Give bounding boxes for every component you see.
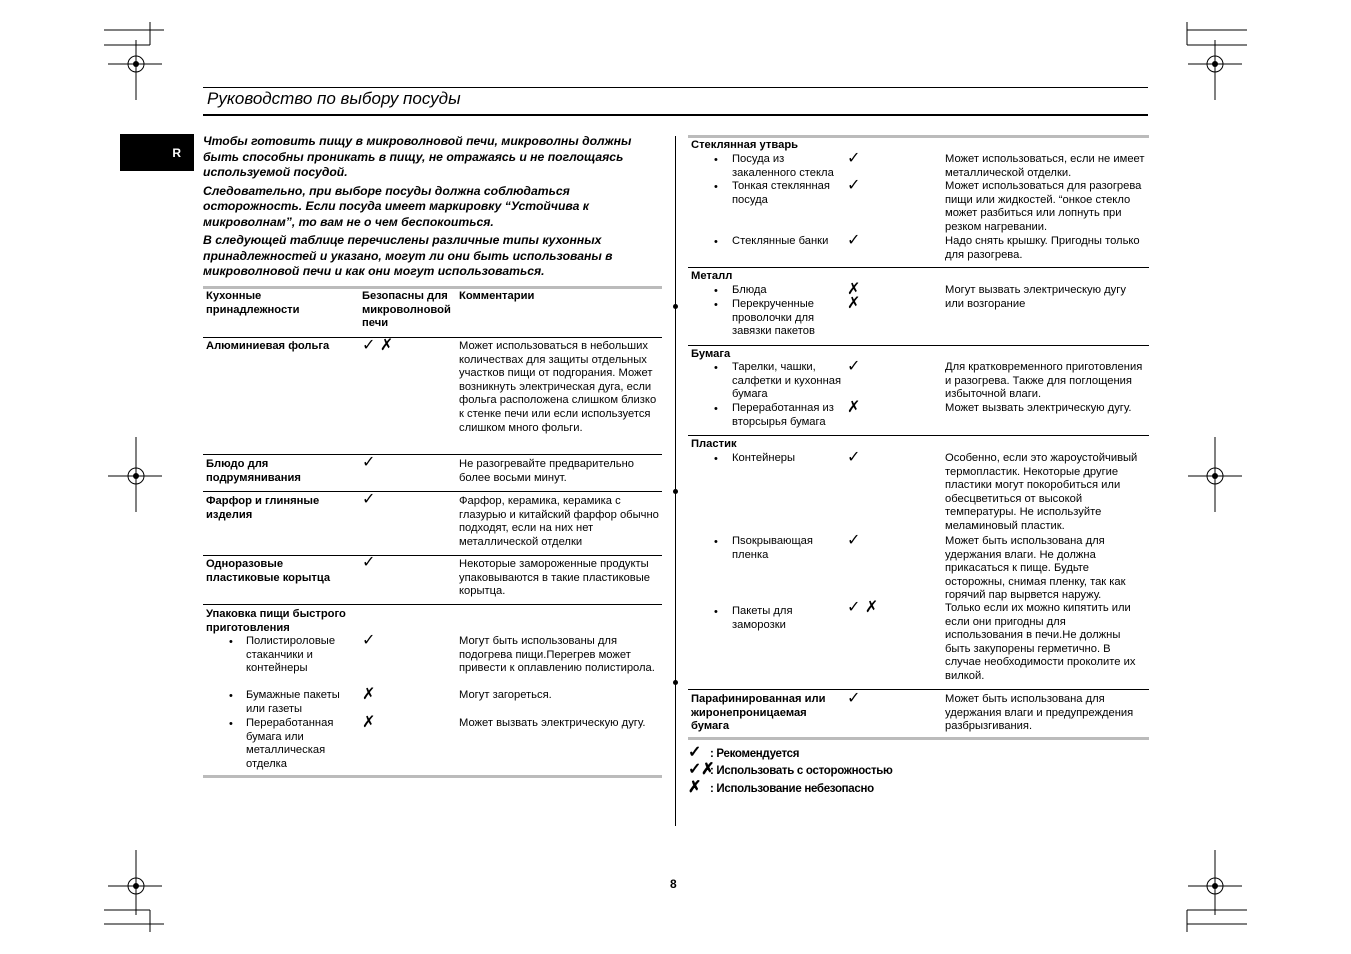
- table-divider: [203, 604, 662, 605]
- table-divider: [203, 555, 662, 556]
- mark-ok-icon: ✓: [847, 532, 861, 549]
- sub-item-comment: Для кратковременного приготовления и разогрева. Также для поглощения избыточной влаги.: [945, 361, 1143, 401]
- mark-no-icon: ✗: [847, 281, 861, 298]
- column-separator: [675, 136, 676, 826]
- sub-item-label: Пакеты для заморозки: [732, 605, 793, 631]
- mark-ok-icon: ✓: [362, 491, 376, 508]
- section-title-paper: Бумага: [691, 348, 731, 360]
- mark-no-icon: ✗: [362, 714, 376, 731]
- mark-ok-icon: ✓: [362, 632, 376, 649]
- intro-paragraph: Следовательно, при выборе посуды должна соблюдаться осторожность. Если посуда имеет маркировку “Устойчива к микроволнам”, то вам не о чем беспокоиться.: [203, 183, 589, 229]
- intro-paragraph: Чтобы готовить пищу в микроволновой печи, микроволны должны быть способны проникать в пищу, не отражаясь и не поглощаясь используемой посудой.: [203, 134, 632, 179]
- sub-item-label: Пsокрывающая пленка: [732, 535, 813, 561]
- sub-item-comment: Могут быть использованы для подогрева пищи.Перегрев может привести к оплавлению полистирола.: [459, 635, 655, 675]
- sub-item-label: Переработанная из вторсырья бумага: [732, 402, 834, 428]
- sub-item-label: Посуда из закаленного стекла: [732, 153, 834, 179]
- table-divider: [688, 267, 1149, 268]
- sub-item-label: Переработанная бумага или металлическая отделка: [246, 717, 334, 770]
- mark-no-icon: ✗: [847, 399, 861, 416]
- sub-item-comment: Могут загореться.: [459, 689, 552, 701]
- page-title: Руководство по выбору посуды: [207, 89, 461, 108]
- table-rule: [688, 737, 1149, 740]
- sub-item-comment: Только если их можно кипятить или если они пригодны для использования в печи.Не должны быть закупорены герметично. В случае необходимости проколите их вилкой.: [945, 602, 1136, 682]
- mark-no-icon: ✗: [847, 295, 861, 312]
- mark-ok-icon: ✓: [847, 358, 861, 375]
- sub-item-comment: Надо снять крышку. Пригодны только для разогрева.: [945, 235, 1140, 261]
- mark-ok-icon: ✓: [688, 744, 702, 761]
- sub-item-label: Блюда: [732, 284, 767, 296]
- table-row-item: Упаковка пищи быстрого приготовления: [206, 608, 346, 634]
- sub-item-label: Тарелки, чашки, салфетки и кухонная бумага: [732, 361, 842, 401]
- sub-item-comment: Может вызвать электрическую дугу.: [945, 402, 1132, 414]
- table-rule: [203, 775, 662, 778]
- table-row-comment: Не разогревайте предварительно более восьми минут.: [459, 458, 634, 484]
- mark-ok-icon: ✓: [362, 554, 376, 571]
- table-row-comment: Некоторые замороженные продукты упаковываются в такие пластиковые корытца.: [459, 558, 651, 598]
- sub-item-label: Бумажные пакеты или газеты: [246, 689, 340, 715]
- section-title-plastic: Пластик: [691, 438, 737, 450]
- top-rule: [203, 87, 1148, 88]
- table-divider: [203, 337, 662, 338]
- table-divider: [203, 454, 662, 455]
- language-tab: [120, 134, 194, 171]
- column-header-item: Кухонные принадлежности: [206, 290, 300, 316]
- mark-caution-icon: ✓✗: [688, 761, 715, 778]
- column-header-safe: Безопасны для микроволновой печи: [362, 290, 451, 330]
- table-divider: [688, 345, 1149, 346]
- mark-no-icon: ✗: [362, 686, 376, 703]
- bullet-dot: [673, 304, 678, 309]
- legend-recommended: [688, 745, 799, 761]
- table-row-item: Блюдо для подрумянивания: [206, 458, 301, 484]
- table-divider: [203, 491, 662, 492]
- section-comment: Может быть использована для удержания влаги и предупреждения разбрызгивания.: [945, 693, 1134, 733]
- legend-text: : Использование небезопасно: [710, 783, 874, 795]
- language-tab-letter: R: [172, 146, 181, 160]
- mark-caution-icon: ✓ ✗: [362, 337, 394, 354]
- table-row-item: Алюминиевая фольга: [206, 340, 330, 352]
- mark-ok-icon: ✓: [362, 454, 376, 471]
- column-header-comments: Комментарии: [459, 290, 535, 302]
- section-title-wax: Парафинированная или жиронепроницаемая бумага: [691, 693, 826, 733]
- section-comment: Могут вызвать электрическую дугу или возгорание: [945, 284, 1126, 310]
- sub-item-label: Перекрученные проволочки для завязки пакетов: [732, 298, 815, 338]
- page-number: 8: [670, 877, 677, 891]
- table-divider: [688, 435, 1149, 436]
- sub-item-label: Тонкая стеклянная посуда: [732, 180, 830, 206]
- table-row-item: Одноразовые пластиковые корытца: [206, 558, 331, 584]
- sub-item-comment: Может использоваться, если не имеет металлической отделки.: [945, 153, 1145, 179]
- sub-item-comment: Может вызвать электрическую дугу.: [459, 717, 646, 729]
- mark-ok-icon: ✓: [847, 449, 861, 466]
- table-rule: [203, 286, 662, 289]
- legend-unsafe: [688, 780, 874, 796]
- mark-ok-icon: ✓: [847, 232, 861, 249]
- legend-text: : Рекомендуется: [710, 748, 800, 760]
- legend-caution: [688, 762, 893, 778]
- sub-item-comment: Особенно, если это жароустойчивый термопластик. Некоторые другие пластики могут покоробиться или обесцветиться от высокой температуры. Не используйте меламиновый пластик.: [945, 452, 1138, 532]
- mark-no-icon: ✗: [688, 779, 702, 796]
- sub-item-comment: Может быть использована для удержания влаги. Не должна прикасаться к пище. Будьте осторожны, снимая пленку, так как горячий пар вырвется наружу.: [945, 535, 1126, 602]
- mark-caution-icon: ✓ ✗: [847, 599, 879, 616]
- table-row-item: Фарфор и глиняные изделия: [206, 495, 320, 521]
- sub-item-label: Стеклянные банки: [732, 235, 829, 247]
- table-row-comment: Фарфор, керамика, керамика с глазурью и китайский фарфор обычно подходят, если на них нет металлической отделки: [459, 495, 659, 548]
- legend-text: : Использовать с осторожностью: [710, 765, 893, 777]
- section-title-glass: Стеклянная утварь: [691, 139, 799, 151]
- sub-item-comment: Может использоваться для разогрева пищи или жидкостей. “онкое стекло может разбиться или лопнуть при резком нагревании.: [945, 180, 1142, 233]
- intro-paragraph: В следующей таблице перечислены различные типы кухонных принадлежностей и указано, могут ли они быть использованы в микроволновой печи и как они могут использоваться.: [203, 233, 613, 278]
- mark-ok-icon: ✓: [847, 690, 861, 707]
- table-row-comment: Может использоваться в небольших количествах для защиты отдельных участков пищи от подгорания. Может возникнуть электрическая дуга, если фольга расположена слишком близко к стенке печи или если используется слишком много фольги.: [459, 340, 657, 434]
- table-divider: [688, 689, 1149, 690]
- title-rule: [203, 114, 1148, 116]
- mark-ok-icon: ✓: [847, 177, 861, 194]
- sub-item-label: Контейнеры: [732, 452, 796, 464]
- intro-text: [203, 134, 653, 283]
- mark-ok-icon: ✓: [847, 150, 861, 167]
- bullet-dot: [673, 489, 678, 494]
- section-title-metal: Металл: [691, 270, 733, 282]
- bullet-dot: [673, 680, 678, 685]
- table-rule: [688, 135, 1149, 138]
- sub-item-label: Полистироловые стаканчики и контейнеры: [246, 635, 336, 675]
